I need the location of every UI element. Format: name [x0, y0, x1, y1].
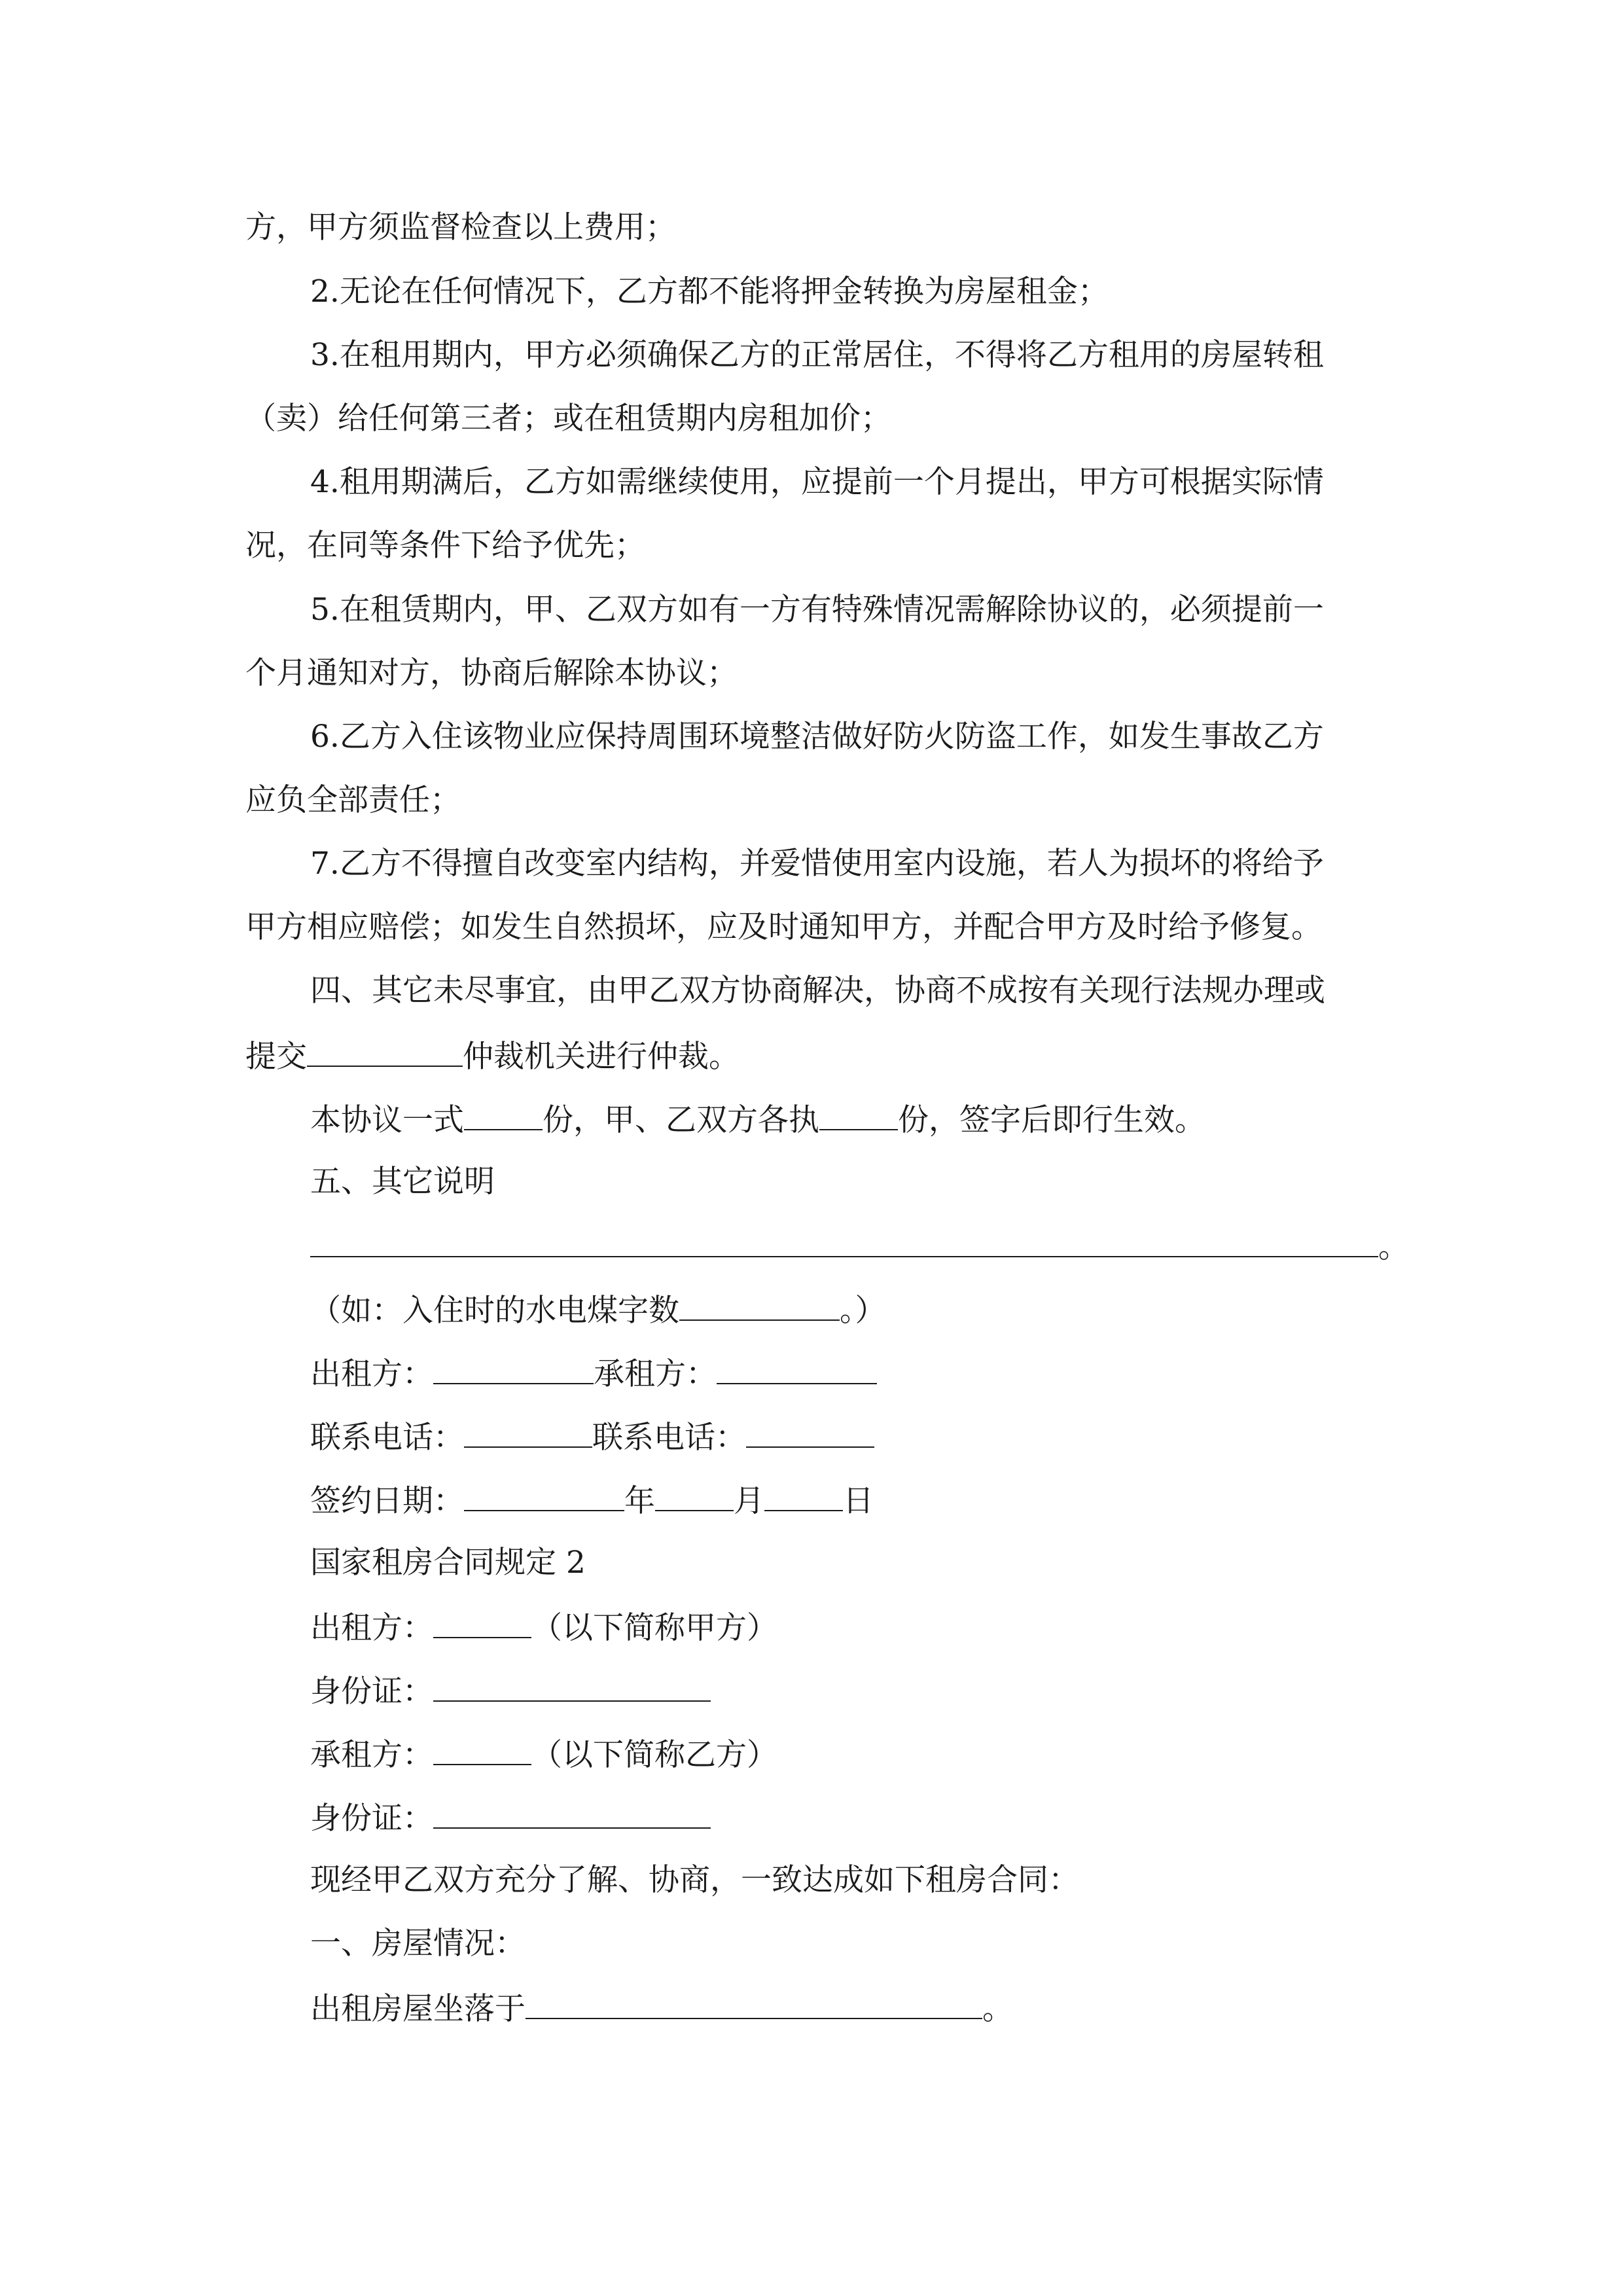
clause-6-line-2: 应负全部责任；	[245, 782, 461, 818]
clause-3-line-2: （卖）给任何第三者；或在租赁期内房租加价；	[245, 401, 891, 437]
section-4-line-1: 四、其它未尽事宜，由甲乙双方协商解决，协商不成按有关现行法规办理或	[310, 973, 1325, 1009]
year-blank[interactable]	[464, 1480, 624, 1511]
lessee-phone-blank[interactable]	[746, 1416, 874, 1448]
location-blank[interactable]	[526, 1988, 982, 2019]
phone-label: 联系电话：	[310, 1420, 464, 1456]
id-b-line	[310, 1797, 711, 1839]
id-label-b: 身份证：	[310, 1801, 433, 1837]
copies-text-mid: 份，甲、乙双方各执	[543, 1102, 819, 1138]
notes-line	[310, 1226, 1409, 1267]
contract-title: 国家租房合同规定 2	[310, 1545, 586, 1581]
party-a-line	[310, 1607, 777, 1648]
day-label: 日	[843, 1483, 874, 1519]
location-label: 出租房屋坐落于	[310, 1991, 526, 2027]
example-text: （如：入住时的水电煤字数	[310, 1293, 679, 1329]
copies-text: 本协议一式	[310, 1102, 464, 1138]
lessee-label: 承租方：	[594, 1356, 717, 1392]
lessee-blank[interactable]	[717, 1353, 877, 1384]
id-label-a: 身份证：	[310, 1674, 433, 1710]
example-end: 。）	[840, 1293, 886, 1329]
year-label: 年	[624, 1483, 655, 1519]
month-label: 月	[734, 1483, 764, 1519]
copies-line	[310, 1099, 1205, 1140]
clause-5-line-1: 5.在租赁期内，甲、乙双方如有一方有特殊情况需解除协议的，必须提前一	[310, 592, 1324, 628]
lessor-phone-blank[interactable]	[464, 1416, 592, 1448]
meter-reading-blank[interactable]	[679, 1289, 840, 1321]
location-line	[310, 1988, 1013, 2029]
parties-line	[310, 1353, 877, 1394]
paragraph-line: 方，甲方须监督检查以上费用；	[245, 209, 676, 245]
location-end: 。	[982, 1991, 1013, 2027]
lessor-blank[interactable]	[433, 1353, 594, 1384]
party-b-suffix: （以下简称乙方）	[531, 1737, 777, 1773]
clause-5-line-2: 个月通知对方，协商后解除本协议；	[245, 655, 738, 691]
party-b-line	[310, 1734, 777, 1775]
clause-6-line-1: 6.乙方入住该物业应保持周围环境整洁做好防火防盗工作，如发生事故乙方	[310, 719, 1324, 755]
party-a-suffix: （以下简称甲方）	[531, 1610, 777, 1646]
phone-label-2: 联系电话：	[592, 1420, 746, 1456]
section-4-text-end: 仲裁机关进行仲裁。	[463, 1039, 740, 1075]
sign-date-label: 签约日期：	[310, 1483, 464, 1519]
party-b-label: 承租方：	[310, 1737, 433, 1773]
arbitration-blank[interactable]	[307, 1035, 463, 1067]
party-b-blank[interactable]	[433, 1734, 531, 1765]
id-a-blank[interactable]	[433, 1670, 711, 1702]
clause-4-line-1: 4.租用期满后，乙方如需继续使用，应提前一个月提出，甲方可根据实际情	[310, 464, 1324, 500]
clause-7-line-1: 7.乙方不得擅自改变室内结构，并爱惜使用室内设施，若人为损坏的将给予	[310, 846, 1324, 882]
clause-7-line-2: 甲方相应赔偿；如发生自然损坏，应及时通知甲方，并配合甲方及时给予修复。	[245, 909, 1322, 945]
phones-line	[310, 1416, 874, 1458]
clause-3-line-1: 3.在租用期内，甲方必须确保乙方的正常居住，不得将乙方租用的房屋转租	[310, 337, 1324, 373]
day-blank[interactable]	[764, 1480, 843, 1511]
party-a-label: 出租方：	[310, 1610, 433, 1646]
party-a-blank[interactable]	[433, 1607, 531, 1638]
clause-2: 2.无论在任何情况下，乙方都不能将押金转换为房屋租金；	[310, 274, 1109, 310]
section-1-heading: 一、房屋情况：	[310, 1926, 526, 1962]
notes-end: 。	[1378, 1229, 1409, 1265]
section-4-line-2	[245, 1035, 740, 1077]
clause-4-line-2: 况，在同等条件下给予优先；	[245, 528, 645, 564]
month-blank[interactable]	[655, 1480, 734, 1511]
copies-each-blank[interactable]	[819, 1099, 898, 1130]
notes-blank[interactable]	[310, 1226, 1378, 1257]
lessor-label: 出租方：	[310, 1356, 433, 1392]
example-line	[310, 1289, 886, 1331]
id-b-blank[interactable]	[433, 1797, 711, 1829]
sign-date-line	[310, 1480, 874, 1521]
intro-line: 现经甲乙双方充分了解、协商，一致达成如下租房合同：	[310, 1862, 1079, 1898]
copies-total-blank[interactable]	[464, 1099, 543, 1130]
id-a-line	[310, 1670, 711, 1712]
section-4-text: 提交	[245, 1039, 307, 1075]
section-5-heading: 五、其它说明	[310, 1164, 495, 1200]
copies-text-end: 份，签字后即行生效。	[898, 1102, 1205, 1138]
